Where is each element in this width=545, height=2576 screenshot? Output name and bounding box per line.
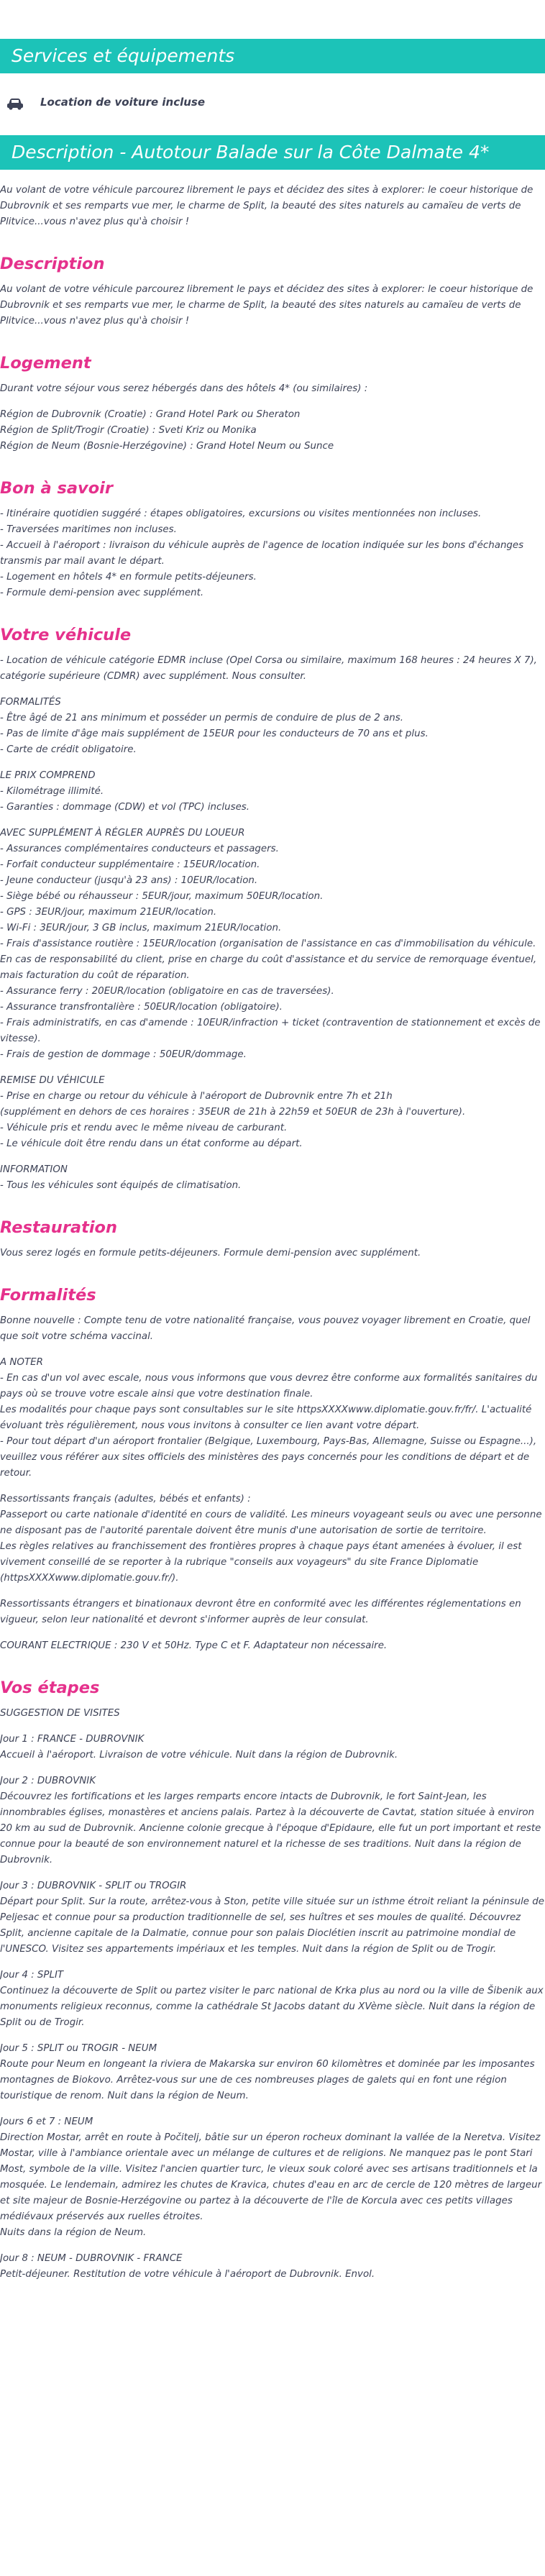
section-paragraph: Jour 1 : FRANCE - DUBROVNIK Accueil à l'aéroport. Livraison de votre véhicule. Nuit dans la région de Dubrovnik. — [0, 1734, 398, 1760]
section-paragraph: Durant votre séjour vous serez hébergés dans des hôtels 4* (ou similaires) : — [0, 383, 368, 394]
service-label: Location de voiture incluse — [40, 96, 206, 109]
section-paragraph: Jour 4 : SPLIT Continuez la découverte de Split ou partez visiter le parc national de Krka plus au nord ou la ville de Šibenik aux monuments religieux reconnus, comme la cathédrale St Jacobs datant du XVème siècle. Nuit dans la région de Split ou de Trogir. — [0, 1970, 544, 2028]
section-paragraph: Région de Dubrovnik (Croatie) : Grand Hotel Park ou Sheraton Région de Split/Trogir (Croatie) : Sveti Kriz ou Monika Région de Neum (Bosnie-Herzégovine) : Grand Hotel Neum ou Sunce — [0, 409, 334, 452]
section-title: Vos étapes — [0, 1678, 100, 1697]
section-title: Votre véhicule — [0, 626, 132, 644]
section-paragraph: Jour 8 : NEUM - DUBROVNIK - FRANCE Petit-déjeuner. Restitution de votre véhicule à l'aéroport de Dubrovnik. Envol. — [0, 2253, 375, 2280]
section-paragraph: Ressortissants français (adultes, bébés et enfants) : Passeport ou carte nationale d'identité en cours de validité. Les mineurs voyageant seuls ou avec une personne ne disposant pas de l'autorité parentale doivent être munis d'une autorisation de sortie de territoire. Les règles relatives au franchissement des frontières propres à chaque pays étant amenées à évoluer, il est vivement conseillé de se reporter à la rubrique "conseils aux voyageurs" du site France Diplomatie (httpsXXXXwww.diplomatie.gouv.fr/). — [0, 1494, 542, 1584]
section-paragraph: SUGGESTION DE VISITES — [0, 1708, 120, 1719]
section-paragraph: Jour 2 : DUBROVNIK Découvrez les fortifications et les larges remparts encore intacts de Dubrovnik, le fort Saint-Jean, les innombrables églises, monastères et anciens palais. Partez à la découverte de Cavtat, station située à environ 20 km au sud de Dubrovnik. Ancienne colonie grecque à l'époque d'Epidaure, elle fut un port important et reste connue pour la beauté de son environnement naturel et la richesse de ses traditions. Nuit dans la région de Dubrovnik. — [0, 1776, 541, 1865]
section-paragraph: Au volant de votre véhicule parcourez librement le pays et décidez des sites à explorer: le coeur historique de Dubrovnik et ses remparts vue mer, le charme de Split, la beauté des sites naturels au camaïeu de verts de Plitvice...vous n'avez plus qu'à choisir ! — [0, 284, 533, 326]
service-item-car-rental — [0, 83, 545, 121]
intro-text: Au volant de votre véhicule parcourez librement le pays et décidez des sites à explorer: le coeur historique de Dubrovnik et ses remparts vue mer, le charme de Split, la beauté des sites naturels au camaïeu de verts de Plitvice...vous n'avez plus qu'à choisir ! — [0, 185, 533, 227]
section-paragraph: LE PRIX COMPREND - Kilométrage illimité. - Garanties : dommage (CDW) et vol (TPC) incluses. — [0, 770, 250, 813]
section-paragraph: - Itinéraire quotidien suggéré : étapes obligatoires, excursions ou visites mentionnées non incluses. - Traversées maritimes non incluses. - Accueil à l'aéroport : livraison du véhicule auprès de l'agence de location indiquée sur les bons d'échanges transmis par mail avant le départ. - Logement en hôtels 4* en formule petits-déjeuners. - Formule demi-pension avec supplément. — [0, 508, 524, 598]
section-title: Restauration — [0, 1218, 118, 1237]
section-paragraph: Jour 3 : DUBROVNIK - SPLIT ou TROGIR Départ pour Split. Sur la route, arrêtez-vous à Ston, petite ville située sur un isthme étroit reliant la péninsule de Peljesac et connue pour sa production traditionnelle de sel, ses huîtres et ses moules de qualité. Découvrez Split, ancienne capitale de la Dalmatie, connue pour son palais Dioclétien inscrit au patrimoine mondial de l'UNESCO. Visitez ses appartements impériaux et les temples. Nuit dans la région de Split ou de Trogir. — [0, 1881, 545, 1955]
section-paragraph: - Location de véhicule catégorie EDMR incluse (Opel Corsa ou similaire, maximum 168 heures : 24 heures X 7), catégorie supérieure (CDMR) avec supplément. Nous consulter. — [0, 655, 537, 682]
section-paragraph: Bonne nouvelle : Compte tenu de votre nationalité française, vous pouvez voyager librement en Croatie, quel que soit votre schéma vaccinal. — [0, 1315, 531, 1342]
section-paragraph: FORMALITÉS - Être âgé de 21 ans minimum et posséder un permis de conduire de plus de 2 ans. - Pas de limite d'âge mais supplément de 15EUR pour les conducteurs de 70 ans et plus. - Carte de crédit obligatoire. — [0, 697, 429, 755]
section-title: Description — [0, 255, 105, 273]
section-paragraph: Jours 6 et 7 : NEUM Direction Mostar, arrêt en route à Počitelj, bâtie sur un éperon rocheux dominant la vallée de la Neretva. Visitez Mostar, ville à l'ambiance orientale avec un mélange de cultures et de religions. Ne manquez pas le pont Stari Most, symbole de la ville. Visitez l'ancien quartier turc, le vieux souk coloré avec ses artisans traditionnels et la mosquée. Le lendemain, admirez les chutes de Kravica, chutes d'eau en arc de cercle de 120 mètres de largeur et site majeur de Bosnie-Herzégovine ou partez à la découverte de l'île de Korcula avec ces petits villages médiévaux préservés aux ruelles étroites. Nuits dans la région de Neum. — [0, 2116, 542, 2238]
section-paragraph: AVEC SUPPLÉMENT À RÉGLER AUPRÈS DU LOUEUR - Assurances complémentaires conducteurs et passagers. - Forfait conducteur supplémentaire : 15EUR/location. - Jeune conducteur (jusqu'à 23 ans) : 10EUR/location. - Siège bébé ou réhausseur : 5EUR/jour, maximum 50EUR/location. - GPS : 3EUR/jour, maximum 21EUR/location. - Wi-Fi : 3EUR/jour, 3 GB inclus, maximum 21EUR/location. - Frais d'assistance routière : 15EUR/location (organisation de l'assistance en cas d'immobilisation du véhicule. En cas de responsabilité du client, prise en charge du coût d'assistance et du service de remorquage éventuel, mais facturation du coût de réparation. - Assurance ferry : 20EUR/location (obligatoire en cas de traversées). - Assurance transfrontalière : 50EUR/location (obligatoire). - Frais administratifs, en cas d'amende : 10EUR/infraction + ticket (contravention de stationnement et excès de vitesse). - Frais de gestion de dommage : 50EUR/dommage. — [0, 828, 541, 1060]
page — [0, 39, 545, 2283]
section-title: Bon à savoir — [0, 479, 113, 498]
section-paragraph: Ressortissants étrangers et binationaux devront être en conformité avec les différentes réglementations en vigueur, selon leur nationalité et devront s'informer auprès de leur consulat. — [0, 1599, 521, 1625]
section-paragraph: A NOTER - En cas d'un vol avec escale, nous vous informons que vous devrez être conforme aux formalités sanitaires du pays où se trouve votre escale ainsi que votre destination finale. Les modalités pour chaque pays sont consultables sur le site httpsXXXXwww.diplomatie.gouv.fr/fr/. L'actualité évoluant très régulièrement, nous vous invitons à consulter ce lien avant votre départ. - Pour tout départ d'un aéroport frontalier (Belgique, Luxembourg, Pays-Bas, Allemagne, Suisse ou Espagne...), veuillez vous référer aux sites officiels des ministères des pays concernés pour les conditions de départ et de retour. — [0, 1357, 538, 1479]
section-paragraph: Vous serez logés en formule petits-déjeuners. Formule demi-pension avec supplément. — [0, 1248, 421, 1259]
section-title: Logement — [0, 354, 91, 373]
car-icon — [6, 93, 24, 111]
section-paragraph: Jour 5 : SPLIT ou TROGIR - NEUM Route pour Neum en longeant la riviera de Makarska sur environ 60 kilomètres et dominée par les imposantes montagnes de Biokovo. Arrêtez-vous sur une de ces nombreuses plages de galets qui en font une région touristique de renom. Nuit dans la région de Neum. — [0, 2043, 535, 2101]
description-banner: Description - Autotour Balade sur la Côte Dalmate 4* — [0, 135, 545, 170]
section-paragraph: INFORMATION - Tous les véhicules sont équipés de climatisation. — [0, 1164, 242, 1191]
section-title: Formalités — [0, 1286, 96, 1305]
section-paragraph: REMISE DU VÉHICULE - Prise en charge ou retour du véhicule à l'aéroport de Dubrovnik entre 7h et 21h (supplément en dehors de ces horaires : 35EUR de 21h à 22h59 et 50EUR de 23h à l'ouverture). - Véhicule pris et rendu avec le même niveau de carburant. - Le véhicule doit être rendu dans un état conforme au départ. — [0, 1075, 466, 1149]
section-paragraph: COURANT ELECTRIQUE : 230 V et 50Hz. Type C et F. Adaptateur non nécessaire. — [0, 1640, 388, 1651]
services-banner: Services et équipements — [0, 39, 545, 73]
content-sections — [0, 255, 545, 2283]
